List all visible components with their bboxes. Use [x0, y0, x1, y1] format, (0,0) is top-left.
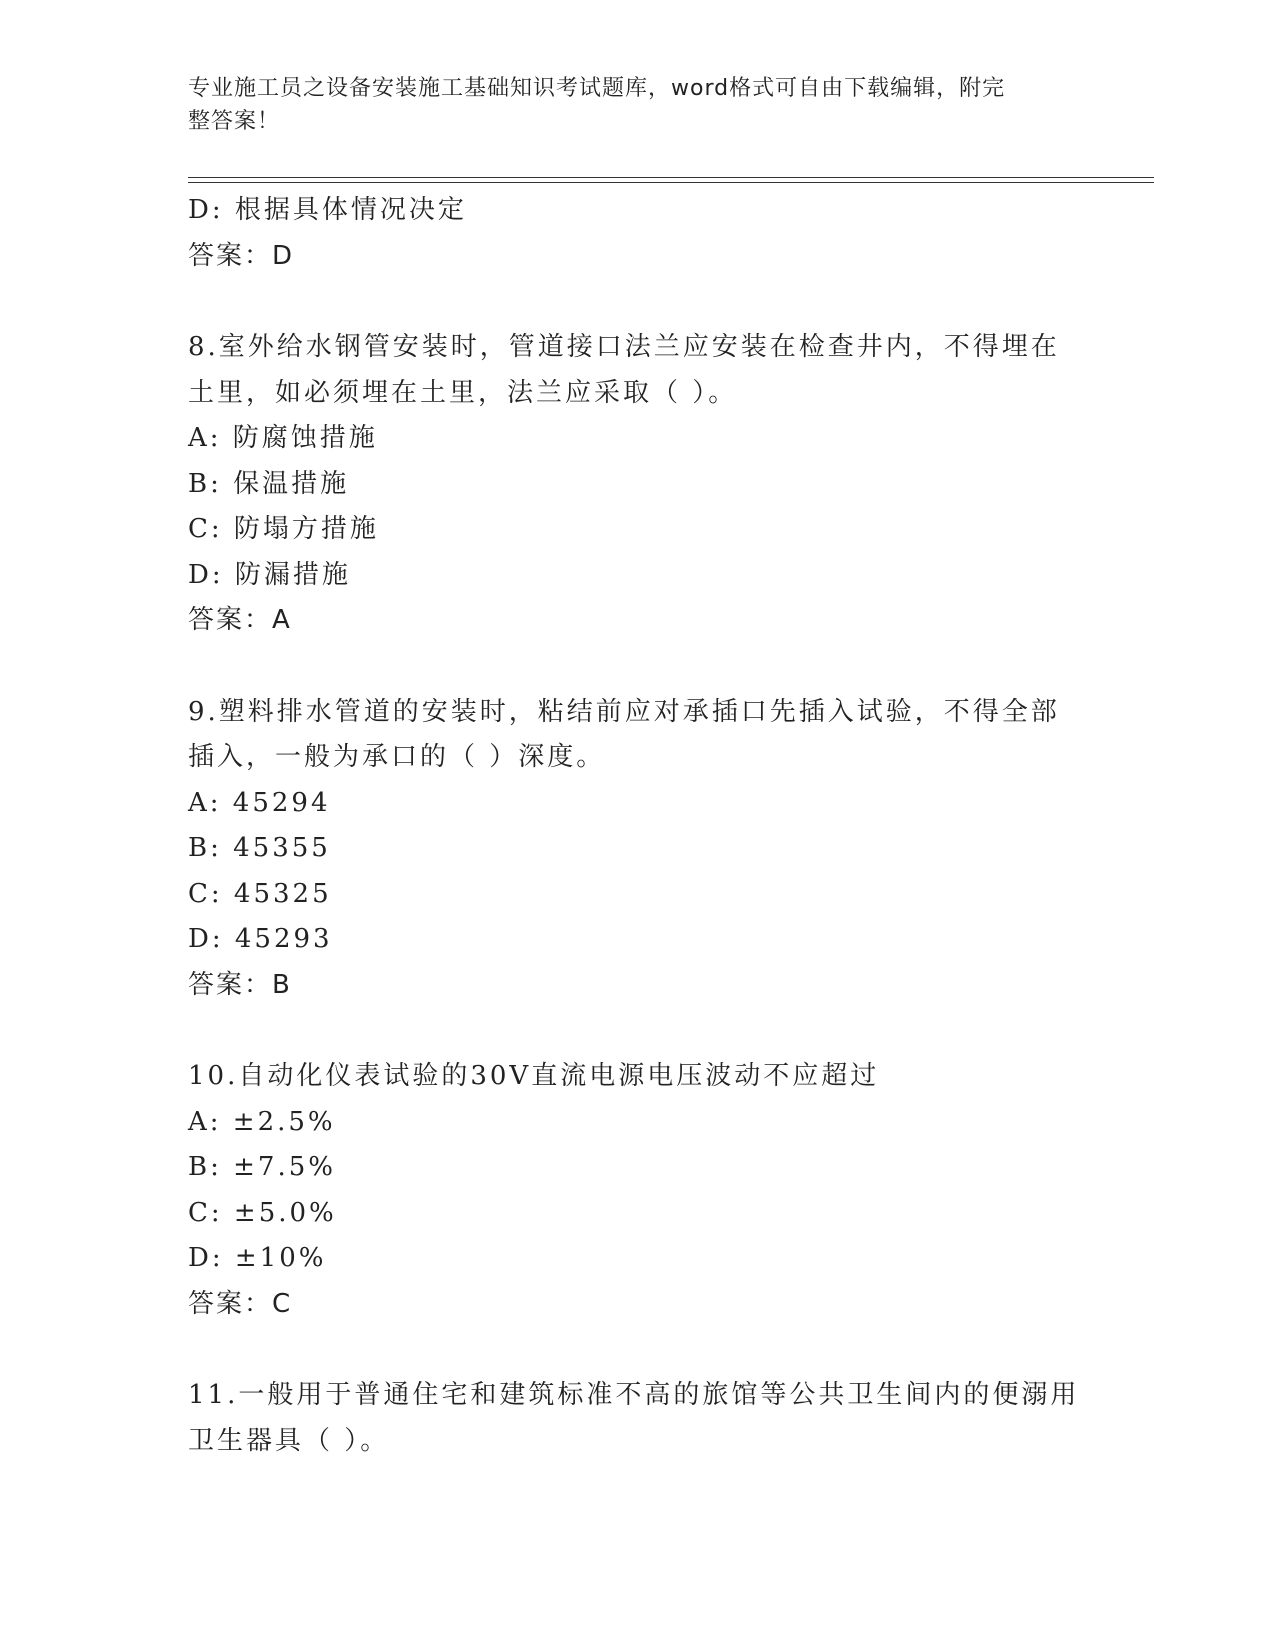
option-b: B: ±7.5% [188, 1152, 336, 1182]
option-a: A: 防腐蚀措施 [188, 423, 378, 453]
question-block-8 [188, 325, 1088, 644]
spacer [188, 1327, 1088, 1373]
question-text-line: 卫生器具（ ）。 [188, 1425, 390, 1456]
question-block-11 [188, 1373, 1088, 1464]
question-list [188, 188, 1088, 1464]
spacer [188, 279, 1088, 325]
header-title-line-1: 专业施工员之设备安装施工基础知识考试题库，word格式可自由下载编辑，附完 [188, 76, 1006, 101]
question-block-7 [188, 188, 1088, 279]
option-d: D: ±10% [188, 1243, 327, 1273]
option-a: A: 45294 [188, 787, 331, 818]
page-header [188, 72, 1068, 138]
option-c: C: ±5.0% [188, 1197, 337, 1228]
option-c: C: 防塌方措施 [188, 514, 379, 544]
answer-line: 答案：B [188, 969, 292, 1000]
answer-line: 答案：D [188, 240, 295, 271]
question-block-10 [188, 1054, 1088, 1327]
question-text-line: 8.室外给水钢管安装时，管道接口法兰应安装在检查井内，不得埋在 [188, 332, 1060, 362]
option-b: B: 保温措施 [188, 468, 350, 499]
spacer [188, 1008, 1088, 1054]
option-b: B: 45355 [188, 833, 331, 863]
option-d: D: 防漏措施 [188, 559, 351, 590]
answer-line: 答案：A [188, 605, 292, 635]
header-title-line-2: 整答案！ [188, 109, 281, 134]
answer-line: 答案：C [188, 1288, 293, 1319]
question-text-line: 插入，一般为承口的（ ）深度。 [188, 742, 606, 772]
option-d: D: 根据具体情况决定 [188, 195, 467, 225]
question-text-line: 10.自动化仪表试验的30V直流电源电压波动不应超过 [188, 1061, 880, 1091]
header-double-rule [188, 177, 1154, 183]
option-a: A: ±2.5% [188, 1106, 336, 1137]
option-d: D: 45293 [188, 924, 333, 954]
question-text-line: 9.塑料排水管道的安装时，粘结前应对承插口先插入试验，不得全部 [188, 696, 1060, 727]
option-c: C: 45325 [188, 878, 332, 909]
question-block-9 [188, 690, 1088, 1009]
question-text-line: 11.一般用于普通住宅和建筑标准不高的旅馆等公共卫生间内的便溺用 [188, 1380, 1080, 1410]
spacer [188, 644, 1088, 690]
question-text-line: 土里，如必须埋在土里，法兰应采取（ ）。 [188, 377, 738, 408]
